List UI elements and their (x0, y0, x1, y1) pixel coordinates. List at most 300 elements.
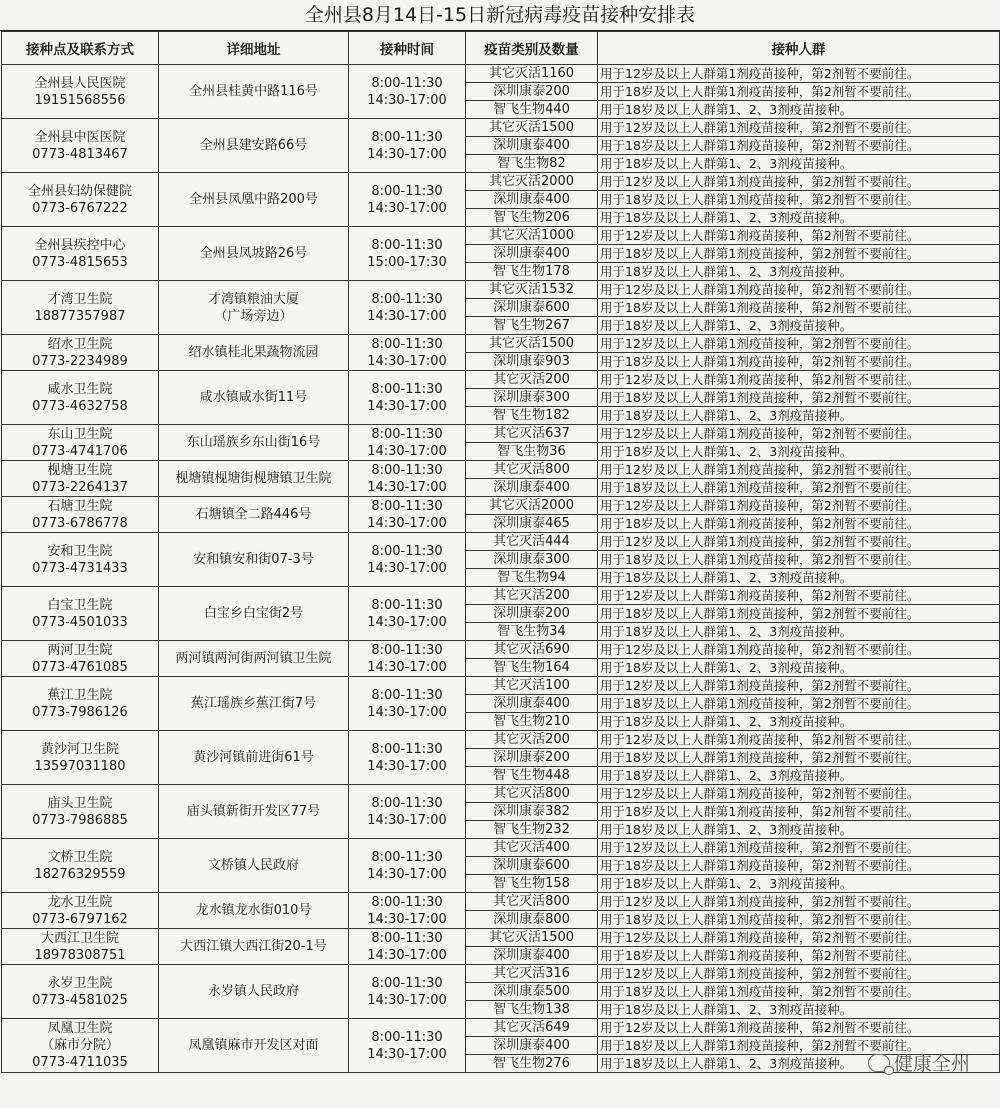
address-cell (159, 587, 349, 641)
watermark (868, 1049, 970, 1076)
time-cell (349, 929, 466, 965)
site-phone: 0773-4731433 (32, 560, 128, 576)
group-cell: 用于12岁及以上人群第1剂疫苗接种，第2剂暂不要前往。 (598, 119, 1000, 137)
time-cell (349, 497, 466, 533)
address-line: 凤凰镇麻市开发区对面 (188, 1038, 319, 1053)
group-cell: 用于18岁及以上人群第1、2、3剂疫苗接种。 (598, 317, 1000, 335)
site-cell (2, 335, 159, 371)
address-cell (159, 785, 349, 839)
address-line: 东山瑶族乡东山街16号 (186, 435, 321, 450)
group-cell: 用于18岁及以上人群第1、2、3剂疫苗接种。 (598, 821, 1000, 839)
time-slot: 14:30-17:00 (367, 200, 447, 216)
time-slot: 14:30-17:00 (367, 992, 447, 1008)
watermark-text: 健康全州 (893, 1053, 970, 1075)
group-cell: 用于18岁及以上人群第1剂疫苗接种，第2剂暂不要前往。 (598, 551, 1000, 569)
vaccine-cell: 其它灭活637 (466, 425, 598, 443)
group-cell: 用于12岁及以上人群第1剂疫苗接种，第2剂暂不要前往。 (598, 497, 1000, 515)
time-cell (349, 1019, 466, 1073)
group-cell: 用于12岁及以上人群第1剂疫苗接种，第2剂暂不要前往。 (598, 641, 1000, 659)
address-line: 咸水镇咸水街11号 (199, 390, 308, 405)
group-cell: 用于12岁及以上人群第1剂疫苗接种，第2剂暂不要前往。 (598, 965, 1000, 983)
address-line: 蕉江瑶族乡蕉江街7号 (190, 696, 317, 711)
vaccine-cell: 其它灭活200 (466, 587, 598, 605)
header-vaccine: 疫苗类别及数量 (466, 32, 598, 65)
site-phone: 0773-6786778 (32, 515, 128, 531)
vaccine-cell: 深圳康泰400 (466, 245, 598, 263)
table-header-row (2, 32, 1000, 65)
time-slot: 14:30-17:00 (367, 659, 447, 675)
time-cell (349, 533, 466, 587)
address-cell (159, 965, 349, 1019)
time-slot: 8:00-11:30 (371, 975, 443, 991)
time-slot: 14:30-17:00 (367, 812, 447, 828)
site-phone: 19151568556 (34, 92, 126, 108)
vaccine-cell: 智飞生物158 (466, 875, 598, 893)
vaccine-cell: 智飞生物36 (466, 443, 598, 461)
site-name: 两河卫生院 (47, 642, 113, 658)
group-cell: 用于18岁及以上人群第1、2、3剂疫苗接种。 (598, 407, 1000, 425)
vaccine-cell: 智飞生物138 (466, 1001, 598, 1019)
time-cell (349, 677, 466, 731)
time-slot: 8:00-11:30 (371, 930, 443, 946)
vaccine-cell: 深圳康泰400 (466, 191, 598, 209)
address-line: 永岁镇人民政府 (207, 984, 299, 999)
header-time: 接种时间 (349, 32, 466, 65)
group-cell: 用于18岁及以上人群第1、2、3剂疫苗接种。 (598, 623, 1000, 641)
group-cell: 用于12岁及以上人群第1剂疫苗接种，第2剂暂不要前往。 (598, 335, 1000, 353)
site-name: 全州县人民医院 (34, 75, 126, 91)
table-row (2, 893, 1000, 911)
site-phone: 18276329559 (34, 866, 126, 882)
vaccination-schedule-table (1, 31, 1000, 1073)
site-cell (2, 371, 159, 425)
group-cell: 用于12岁及以上人群第1剂疫苗接种，第2剂暂不要前往。 (598, 461, 1000, 479)
group-cell: 用于18岁及以上人群第1剂疫苗接种，第2剂暂不要前往。 (598, 479, 1000, 497)
site-name: 东山卫生院 (47, 426, 113, 442)
group-cell: 用于18岁及以上人群第1、2、3剂疫苗接种。 (598, 875, 1000, 893)
vaccine-cell: 深圳康泰465 (466, 515, 598, 533)
site-name: 安和卫生院 (47, 543, 113, 559)
site-cell (2, 461, 159, 497)
vaccine-cell: 深圳康泰600 (466, 299, 598, 317)
site-cell (2, 173, 159, 227)
address-line: 大西江镇大西江街20-1号 (180, 939, 327, 954)
vaccine-cell: 智飞生物182 (466, 407, 598, 425)
address-line: 文桥镇人民政府 (207, 858, 299, 873)
group-cell: 用于18岁及以上人群第1、2、3剂疫苗接种。 (598, 767, 1000, 785)
vaccine-cell: 其它灭活2000 (466, 173, 598, 191)
vaccine-cell: 其它灭活400 (466, 839, 598, 857)
table-row (2, 731, 1000, 749)
group-cell: 用于18岁及以上人群第1剂疫苗接种，第2剂暂不要前往。 (598, 605, 1000, 623)
group-cell: 用于12岁及以上人群第1剂疫苗接种，第2剂暂不要前往。 (598, 731, 1000, 749)
address-line: 绍水镇桂北果蔬物流园 (188, 345, 319, 360)
site-phone: 0773-4501033 (32, 614, 128, 630)
time-slot: 8:00-11:30 (371, 381, 443, 397)
vaccine-cell: 智飞生物178 (466, 263, 598, 281)
address-cell (159, 281, 349, 335)
time-slot: 8:00-11:30 (371, 462, 443, 478)
group-cell: 用于18岁及以上人群第1剂疫苗接种，第2剂暂不要前往。 (598, 983, 1000, 1001)
site-cell (2, 893, 159, 929)
site-cell (2, 965, 159, 1019)
address-cell (159, 425, 349, 461)
group-cell: 用于18岁及以上人群第1剂疫苗接种，第2剂暂不要前往。 (598, 245, 1000, 263)
vaccine-cell: 深圳康泰400 (466, 479, 598, 497)
time-slot: 14:30-17:00 (367, 146, 447, 162)
address-cell (159, 929, 349, 965)
time-slot: 14:30-17:00 (367, 515, 447, 531)
site-cell (2, 425, 159, 461)
time-slot: 8:00-11:30 (371, 741, 443, 757)
site-name: 才湾卫生院 (47, 291, 113, 307)
group-cell: 用于18岁及以上人群第1剂疫苗接种，第2剂暂不要前往。 (598, 749, 1000, 767)
site-cell (2, 731, 159, 785)
group-cell: 用于12岁及以上人群第1剂疫苗接种，第2剂暂不要前往。 (598, 1019, 1000, 1037)
site-cell (2, 533, 159, 587)
time-cell (349, 893, 466, 929)
site-cell (2, 839, 159, 893)
site-phone: 0773-4761085 (32, 659, 128, 675)
header-site: 接种点及联系方式 (2, 32, 159, 65)
address-line: 白宝乡白宝街2号 (203, 606, 304, 621)
group-cell: 用于12岁及以上人群第1剂疫苗接种，第2剂暂不要前往。 (598, 893, 1000, 911)
site-cell (2, 281, 159, 335)
address-line: 石塘镇全二路446号 (195, 507, 312, 522)
table-row (2, 533, 1000, 551)
vaccine-cell: 其它灭活316 (466, 965, 598, 983)
group-cell: 用于18岁及以上人群第1剂疫苗接种，第2剂暂不要前往。 (598, 299, 1000, 317)
vaccine-cell: 智飞生物276 (466, 1055, 598, 1073)
group-cell: 用于18岁及以上人群第1剂疫苗接种，第2剂暂不要前往。 (598, 389, 1000, 407)
time-slot: 8:00-11:30 (371, 543, 443, 559)
group-cell: 用于18岁及以上人群第1、2、3剂疫苗接种。 (598, 1001, 1000, 1019)
site-phone: 0773-7986885 (32, 812, 128, 828)
table-row (2, 425, 1000, 443)
vaccine-cell: 深圳康泰300 (466, 389, 598, 407)
address-cell (159, 173, 349, 227)
address-cell (159, 461, 349, 497)
time-cell (349, 461, 466, 497)
time-slot: 8:00-11:30 (371, 336, 443, 352)
table-row (2, 929, 1000, 947)
time-cell (349, 335, 466, 371)
vaccine-cell: 深圳康泰382 (466, 803, 598, 821)
site-name: 石塘卫生院 (47, 498, 113, 514)
group-cell: 用于18岁及以上人群第1、2、3剂疫苗接种。 (598, 659, 1000, 677)
time-slot: 14:30-17:00 (367, 560, 447, 576)
site-name: 绍水卫生院 (47, 336, 113, 352)
time-cell (349, 227, 466, 281)
time-slot: 14:30-17:00 (367, 704, 447, 720)
time-slot: 8:00-11:30 (371, 129, 443, 145)
address-cell (159, 641, 349, 677)
site-name: 凤凰卫生院 (47, 1021, 113, 1036)
table-row (2, 65, 1000, 83)
time-slot: 14:30-17:00 (367, 614, 447, 630)
vaccine-cell: 深圳康泰200 (466, 83, 598, 101)
address-line: 庙头镇新街开发区77号 (186, 804, 321, 819)
table-body (2, 65, 1000, 1073)
address-cell (159, 1019, 349, 1073)
vaccine-cell: 智飞生物267 (466, 317, 598, 335)
site-name: 枧塘卫生院 (47, 462, 113, 478)
group-cell: 用于18岁及以上人群第1剂疫苗接种，第2剂暂不要前往。 (598, 191, 1000, 209)
vaccine-cell: 其它灭活200 (466, 731, 598, 749)
site-cell (2, 497, 159, 533)
vaccine-cell: 其它灭活649 (466, 1019, 598, 1037)
group-cell: 用于18岁及以上人群第1剂疫苗接种，第2剂暂不要前往。 (598, 857, 1000, 875)
address-cell (159, 65, 349, 119)
time-cell (349, 731, 466, 785)
time-slot: 14:30-17:00 (367, 911, 447, 927)
address-cell (159, 731, 349, 785)
vaccine-cell: 智飞生物448 (466, 767, 598, 785)
address-line: 全州县桂黄中路116号 (189, 84, 318, 99)
site-phone: 0773-2234989 (32, 353, 128, 369)
time-slot: 14:30-17:00 (367, 308, 447, 324)
vaccine-cell: 其它灭活690 (466, 641, 598, 659)
time-cell (349, 173, 466, 227)
group-cell: 用于12岁及以上人群第1剂疫苗接种，第2剂暂不要前往。 (598, 371, 1000, 389)
table-row (2, 641, 1000, 659)
site-name: 黄沙河卫生院 (40, 741, 119, 757)
table-row (2, 587, 1000, 605)
site-name: 大西江卫生院 (40, 930, 119, 946)
table-row (2, 839, 1000, 857)
table-row (2, 227, 1000, 245)
vaccine-cell: 智飞生物232 (466, 821, 598, 839)
time-slot: 8:00-11:30 (371, 687, 443, 703)
time-slot: 8:00-11:30 (371, 849, 443, 865)
header-group: 接种人群 (598, 32, 1000, 65)
address-line: 黄沙河镇前进街61号 (193, 750, 314, 765)
vaccine-cell: 智飞生物82 (466, 155, 598, 173)
time-cell (349, 371, 466, 425)
site-name: 文桥卫生院 (47, 849, 113, 865)
site-name: 全州县疾控中心 (34, 237, 126, 253)
group-cell: 用于18岁及以上人群第1剂疫苗接种，第2剂暂不要前往。 (598, 803, 1000, 821)
address-line: 全州县凤坡路26号 (199, 246, 308, 261)
vaccine-cell: 其它灭活800 (466, 461, 598, 479)
vaccine-cell: 其它灭活444 (466, 533, 598, 551)
vaccine-cell: 深圳康泰400 (466, 695, 598, 713)
vaccine-cell: 智飞生物94 (466, 569, 598, 587)
site-name: 咸水卫生院 (47, 381, 113, 397)
wechat-icon (868, 1054, 890, 1072)
address-line: 龙水镇龙水街010号 (195, 903, 312, 918)
time-cell (349, 119, 466, 173)
time-slot: 14:30-17:00 (367, 92, 447, 108)
time-slot: 8:00-11:30 (371, 291, 443, 307)
time-slot: 8:00-11:30 (371, 894, 443, 910)
time-cell (349, 785, 466, 839)
site-phone: 0773-4711035 (32, 1055, 128, 1070)
site-phone: 0773-6797162 (32, 911, 128, 927)
time-slot: 8:00-11:30 (371, 75, 443, 91)
site-cell (2, 929, 159, 965)
vaccine-cell: 其它灭活1160 (466, 65, 598, 83)
vaccine-cell: 智飞生物34 (466, 623, 598, 641)
table-row (2, 461, 1000, 479)
table-row (2, 335, 1000, 353)
address-cell (159, 497, 349, 533)
group-cell: 用于12岁及以上人群第1剂疫苗接种，第2剂暂不要前往。 (598, 533, 1000, 551)
group-cell: 用于12岁及以上人群第1剂疫苗接种，第2剂暂不要前往。 (598, 785, 1000, 803)
group-cell: 用于18岁及以上人群第1剂疫苗接种，第2剂暂不要前往。 (598, 515, 1000, 533)
site-cell (2, 227, 159, 281)
group-cell: 用于18岁及以上人群第1、2、3剂疫苗接种。 (598, 209, 1000, 227)
vaccine-cell: 其它灭活1500 (466, 119, 598, 137)
site-phone: 0773-4581025 (32, 992, 128, 1008)
time-slot: 8:00-11:30 (371, 498, 443, 514)
vaccine-cell: 智飞生物164 (466, 659, 598, 677)
vaccine-cell: 深圳康泰300 (466, 551, 598, 569)
address-cell (159, 677, 349, 731)
group-cell: 用于18岁及以上人群第1剂疫苗接种，第2剂暂不要前往。 (598, 353, 1000, 371)
address-line: 安和镇安和街07-3号 (193, 552, 314, 567)
site-cell (2, 641, 159, 677)
time-slot: 14:30-17:00 (367, 443, 447, 459)
vaccine-cell: 其它灭活800 (466, 893, 598, 911)
time-slot: 14:30-17:00 (367, 758, 447, 774)
vaccine-cell: 智飞生物206 (466, 209, 598, 227)
group-cell: 用于18岁及以上人群第1剂疫苗接种，第2剂暂不要前往。 (598, 695, 1000, 713)
site-cell (2, 1019, 159, 1073)
vaccine-cell: 深圳康泰600 (466, 857, 598, 875)
vaccine-cell: 深圳康泰200 (466, 605, 598, 623)
vaccine-cell: 其它灭活200 (466, 371, 598, 389)
table-row (2, 281, 1000, 299)
group-cell: 用于18岁及以上人群第1剂疫苗接种，第2剂暂不要前往。 (598, 947, 1000, 965)
vaccine-cell: 深圳康泰500 (466, 983, 598, 1001)
site-name: 蕉江卫生院 (47, 687, 113, 703)
time-slot: 8:00-11:30 (371, 237, 443, 253)
time-slot: 8:00-11:30 (371, 642, 443, 658)
time-cell (349, 65, 466, 119)
address-line: （广场旁边） (214, 308, 293, 324)
group-cell: 用于18岁及以上人群第1剂疫苗接种，第2剂暂不要前往。 (598, 911, 1000, 929)
table-row (2, 497, 1000, 515)
address-cell (159, 533, 349, 587)
table-row (2, 371, 1000, 389)
group-cell: 用于18岁及以上人群第1、2、3剂疫苗接种。 (598, 1055, 1000, 1073)
address-cell (159, 227, 349, 281)
time-slot: 14:30-17:00 (367, 947, 447, 963)
address-line: 才湾镇粮油大厦 (207, 291, 299, 307)
address-cell (159, 119, 349, 173)
vaccine-cell: 深圳康泰800 (466, 911, 598, 929)
group-cell: 用于12岁及以上人群第1剂疫苗接种，第2剂暂不要前往。 (598, 677, 1000, 695)
time-cell (349, 965, 466, 1019)
time-slot: 8:00-11:30 (371, 795, 443, 811)
site-phone: 0773-4632758 (32, 398, 128, 414)
address-cell (159, 893, 349, 929)
group-cell: 用于12岁及以上人群第1剂疫苗接种，第2剂暂不要前往。 (598, 425, 1000, 443)
site-phone: 0773-6767222 (32, 200, 128, 216)
vaccine-cell: 其它灭活1532 (466, 281, 598, 299)
site-name: 全州县中医医院 (34, 129, 126, 145)
vaccine-cell: 深圳康泰200 (466, 749, 598, 767)
page-title: 全州县8月14日-15日新冠病毒疫苗接种安排表 (0, 0, 1000, 31)
site-name: 庙头卫生院 (47, 795, 113, 811)
group-cell: 用于18岁及以上人群第1、2、3剂疫苗接种。 (598, 155, 1000, 173)
site-cell (2, 587, 159, 641)
time-slot: 14:30-17:00 (367, 353, 447, 369)
address-line: 全州县建安路66号 (199, 138, 308, 153)
site-name: 全州县妇幼保健院 (27, 183, 132, 199)
time-cell (349, 641, 466, 677)
vaccine-cell: 智飞生物210 (466, 713, 598, 731)
vaccine-cell: 其它灭活1500 (466, 335, 598, 353)
vaccine-cell: 其它灭活1500 (466, 929, 598, 947)
time-slot: 8:00-11:30 (371, 183, 443, 199)
site-phone: 0773-4813467 (32, 146, 128, 162)
group-cell: 用于12岁及以上人群第1剂疫苗接种，第2剂暂不要前往。 (598, 587, 1000, 605)
group-cell: 用于12岁及以上人群第1剂疫苗接种，第2剂暂不要前往。 (598, 929, 1000, 947)
group-cell: 用于18岁及以上人群第1、2、3剂疫苗接种。 (598, 569, 1000, 587)
site-name-note: （麻市分院） (40, 1038, 119, 1053)
group-cell: 用于18岁及以上人群第1、2、3剂疫苗接种。 (598, 443, 1000, 461)
time-cell (349, 587, 466, 641)
address-cell (159, 335, 349, 371)
vaccine-cell: 其它灭活800 (466, 785, 598, 803)
group-cell: 用于18岁及以上人群第1剂疫苗接种，第2剂暂不要前往。 (598, 1037, 1000, 1055)
site-cell (2, 785, 159, 839)
vaccine-cell: 其它灭活2000 (466, 497, 598, 515)
table-row (2, 119, 1000, 137)
vaccine-cell: 智飞生物440 (466, 101, 598, 119)
table-row (2, 677, 1000, 695)
time-slot: 14:30-17:00 (367, 1046, 447, 1062)
group-cell: 用于18岁及以上人群第1、2、3剂疫苗接种。 (598, 713, 1000, 731)
time-cell (349, 425, 466, 461)
vaccine-cell: 深圳康泰400 (466, 947, 598, 965)
group-cell: 用于18岁及以上人群第1、2、3剂疫苗接种。 (598, 101, 1000, 119)
site-name: 白宝卫生院 (47, 597, 113, 613)
time-slot: 14:30-17:00 (367, 398, 447, 414)
address-cell (159, 371, 349, 425)
table-row (2, 173, 1000, 191)
table-row (2, 785, 1000, 803)
group-cell: 用于18岁及以上人群第1、2、3剂疫苗接种。 (598, 263, 1000, 281)
group-cell: 用于18岁及以上人群第1剂疫苗接种，第2剂暂不要前往。 (598, 137, 1000, 155)
vaccine-cell: 深圳康泰400 (466, 1037, 598, 1055)
site-cell (2, 65, 159, 119)
vaccine-cell: 其它灭活1000 (466, 227, 598, 245)
vaccine-cell: 深圳康泰400 (466, 137, 598, 155)
site-cell (2, 677, 159, 731)
site-name: 永岁卫生院 (47, 975, 113, 991)
time-cell (349, 839, 466, 893)
group-cell: 用于12岁及以上人群第1剂疫苗接种，第2剂暂不要前往。 (598, 839, 1000, 857)
time-slot: 8:00-11:30 (371, 426, 443, 442)
site-cell (2, 119, 159, 173)
group-cell: 用于18岁及以上人群第1剂疫苗接种，第2剂暂不要前往。 (598, 83, 1000, 101)
site-phone: 13597031180 (34, 758, 126, 774)
site-phone: 0773-4741706 (32, 443, 128, 459)
site-name: 龙水卫生院 (47, 894, 113, 910)
time-slot: 14:30-17:00 (367, 479, 447, 495)
address-cell (159, 839, 349, 893)
site-phone: 0773-7986126 (32, 704, 128, 720)
time-slot: 15:00-17:30 (367, 254, 447, 270)
site-phone: 0773-2264137 (32, 479, 128, 495)
group-cell: 用于12岁及以上人群第1剂疫苗接种，第2剂暂不要前往。 (598, 281, 1000, 299)
table-row (2, 1019, 1000, 1037)
time-slot: 8:00-11:30 (371, 597, 443, 613)
vaccine-cell: 其它灭活100 (466, 677, 598, 695)
